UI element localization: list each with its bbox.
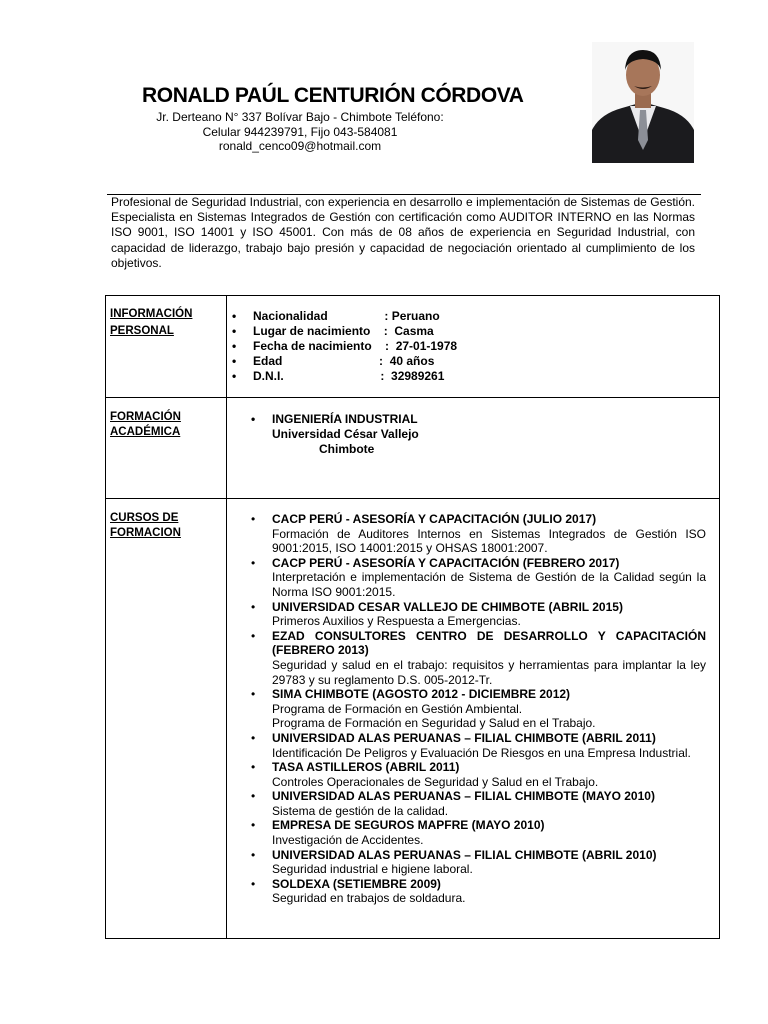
list-item: • UNIVERSIDAD ALAS PERUANAS – FILIAL CHIMBOTE (MAYO 2010) Sistema de gestión de la calidad. <box>251 789 655 818</box>
profile-photo <box>592 42 694 163</box>
list-item: • SOLDEXA (SETIEMBRE 2009) Seguridad en trabajos de soldadura. <box>251 876 466 906</box>
list-item: • SIMA CHIMBOTE (AGOSTO 2012 - DICIEMBRE 2012) Programa de Formación en Gestión Ambiental. Programa de Formación en Seguridad y Salud en el Trabajo. <box>251 687 596 731</box>
courses-list <box>251 512 706 906</box>
professional-summary: Profesional de Seguridad Industrial, con experiencia en desarrollo e implementación de Sistemas de Gestión. Especialista en Sistemas Integrados de Gestión con certificación como AUDITOR INTERNO en las Normas ISO 9001, ISO 14001 y ISO 45001. Con más de 08 años de experiencia en Seguridad Industrial, con capacidad de liderazgo, trabajo bajo presión y capacidad de negociación orientado al cumplimiento de los objetivos. <box>111 195 695 270</box>
list-item: • INGENIERÍA INDUSTRIAL Universidad César Vallejo Chimbote <box>251 412 419 456</box>
list-item: • CACP PERÚ - ASESORÍA Y CAPACITACIÓN (FEBRERO 2017) Interpretación e implementación de Sistema de Gestión de la Calidad según la Norma ISO 9001:2015. <box>251 555 706 599</box>
list-item: • UNIVERSIDAD ALAS PERUANAS – FILIAL CHIMBOTE (ABRIL 2010) Seguridad industrial e higiene laboral. <box>251 847 657 877</box>
list-item: • UNIVERSIDAD CESAR VALLEJO DE CHIMBOTE (ABRIL 2015) Primeros Auxilios y Respuesta a Emergencias. <box>251 599 623 629</box>
list-item: • Edad : 40 años <box>232 354 435 368</box>
education-list <box>251 412 419 457</box>
list-item: • D.N.I. : 32989261 <box>232 369 445 383</box>
list-item: • TASA ASTILLEROS (ABRIL 2011) Controles Operacionales de Seguridad y Salud en el Trabajo. <box>251 760 599 789</box>
row-divider-1 <box>106 397 719 398</box>
section-label-courses: CURSOS DE FORMACION <box>110 512 181 539</box>
list-item: • CACP PERÚ - ASESORÍA Y CAPACITACIÓN (JULIO 2017) Formación de Auditores Internos en Sistemas Integrados de Gestión ISO 9001:2015, ISO 14001:2015 y OHSAS 18001:2007. <box>251 512 706 556</box>
list-item: • Nacionalidad : Peruano <box>232 309 440 323</box>
email-line: ronald_cenco09@hotmail.com <box>218 139 382 153</box>
phone-line: Celular 944239791, Fijo 043-584081 <box>202 124 398 139</box>
address-line: Jr. Derteano N° 337 Bolívar Bajo - Chimbote Teléfono: <box>156 110 444 124</box>
column-divider <box>226 296 227 938</box>
section-label-personal: INFORMACIÓN PERSONAL <box>110 308 193 337</box>
list-item: • Lugar de nacimiento : Casma <box>232 324 434 338</box>
list-item: • EZAD CONSULTORES CENTRO DE DESARROLLO Y CAPACITACIÓN (FEBRERO 2013) Seguridad y salud en el trabajo: requisitos y herramientas para implantar la ley 29783 y su reglamento D.S. 005-2012-Tr. <box>251 628 706 687</box>
candidate-name: RONALD PAÚL CENTURIÓN CÓRDOVA <box>142 84 524 107</box>
list-item: • EMPRESA DE SEGUROS MAPFRE (MAYO 2010) Investigación de Accidentes. <box>251 818 545 848</box>
list-item: • UNIVERSIDAD ALAS PERUANAS – FILIAL CHIMBOTE (ABRIL 2011) Identificación De Peligros y Evaluación De Riesgos en una Empresa Industrial. <box>251 730 691 760</box>
cv-table <box>105 295 720 939</box>
personal-info-list <box>232 309 458 384</box>
contact-block <box>150 110 450 154</box>
section-label-education: FORMACIÓN ACADÉMICA <box>110 411 181 438</box>
list-item: • Fecha de nacimiento : 27-01-1978 <box>232 339 458 353</box>
row-divider-2 <box>106 498 719 499</box>
